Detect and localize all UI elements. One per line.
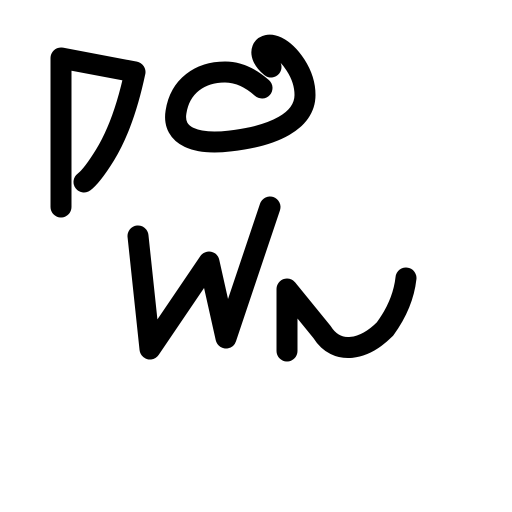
letter-n-stroke (287, 278, 406, 351)
letter-w-stroke (138, 207, 270, 349)
letter-o-stroke (176, 45, 305, 142)
letter-d-stroke (61, 58, 135, 207)
